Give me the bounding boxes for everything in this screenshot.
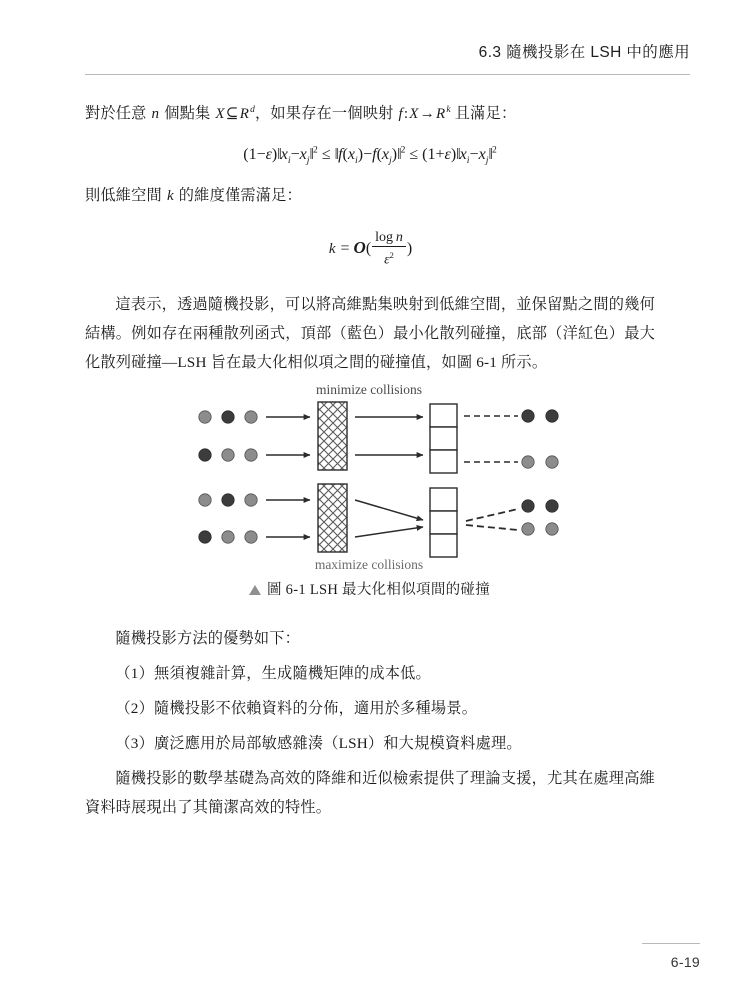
- running-head: 6.3 隨機投影在 LSH 中的應用: [478, 44, 690, 61]
- output-dots-top-2: [522, 456, 558, 468]
- dot-gray: [199, 411, 211, 423]
- para2-post: 的維度僅需滿足：: [174, 186, 302, 204]
- symbol-k: k: [446, 105, 451, 115]
- dot-dark: [222, 494, 234, 506]
- dot-gray: [245, 449, 257, 461]
- symbol-k-dim: k: [166, 187, 174, 204]
- eq2-lhs: k: [328, 241, 336, 258]
- bucket-cell: [430, 511, 457, 534]
- para1-after: ，如果存在一個映射: [255, 105, 398, 123]
- dot-gray: [245, 411, 257, 423]
- symbol-colon: :: [403, 105, 409, 123]
- bucket-cell: [430, 450, 457, 473]
- eq2-denominator: $\varepsilon^2$: [384, 250, 394, 268]
- dot-dark: [522, 500, 534, 512]
- paragraph-advantages-lead: 隨機投影方法的優勢如下：: [115, 630, 301, 647]
- bucket-cell: [430, 404, 457, 427]
- dot-gray: [199, 494, 211, 506]
- eq2-equals: =: [340, 240, 350, 258]
- para1-tail: 且滿足：: [450, 105, 517, 123]
- symbol-n: n: [151, 106, 160, 123]
- dot-gray: [522, 456, 534, 468]
- dot-gray: [546, 456, 558, 468]
- dot-gray: [245, 494, 257, 506]
- paragraph-definition: [85, 96, 655, 129]
- page-number: 6-19: [670, 954, 700, 970]
- dot-gray: [222, 449, 234, 461]
- arrow-row-4-out: [355, 527, 423, 537]
- dot-dark: [522, 410, 534, 422]
- equation-dimension-bound: [85, 231, 655, 269]
- equation-dimension-bound-text: k = O( $\frac{\text{log n}}{\varepsilon^2}$ ): [328, 229, 413, 268]
- dot-dark: [546, 500, 558, 512]
- input-dots-row-2: [199, 449, 257, 461]
- bucket-cell: [430, 427, 457, 450]
- dot-gray: [222, 531, 234, 543]
- output-dots-bottom-2: [522, 523, 558, 535]
- para2-pre: 則低維空間: [85, 186, 166, 204]
- input-dots-row-1: [199, 411, 257, 423]
- eq2-bigo: O: [353, 238, 366, 258]
- figure-caption: [0, 578, 739, 599]
- hash-function-block-top: [318, 402, 347, 470]
- symbol-d: d: [250, 105, 255, 115]
- symbol-X: X: [215, 106, 225, 123]
- page-content: [85, 96, 655, 383]
- list-item-3: （3）廣泛應用於局部敏感雜湊（LSH）和大規模資料處理。: [115, 735, 522, 752]
- dashed-link-bottom-1: [466, 509, 518, 521]
- paragraph-explanation: 這表示，透過隨機投影，可以將高維點集映射到低維空間，並保留點之間的幾何結構。例如存在兩種散列函式，頂部（藍色）最小化散列碰撞，底部（洋紅色）最大化散列碰撞—LSH 旨在最大化相似項之間的碰撞值，如圖 6-1 所示。: [85, 296, 655, 372]
- figure-svg: [0, 378, 739, 603]
- triangle-marker-icon: [249, 585, 261, 595]
- bucket-column-bottom: [430, 488, 457, 557]
- equation-jl-lemma-text: $(1-\varepsilon)‖x_i-x_j‖^2$ ≤ $‖f(x_i)-f(x_j)‖^2$ ≤ $(1+\varepsilon)‖x_i-x_j‖^2$: [243, 145, 497, 167]
- dot-dark: [222, 411, 234, 423]
- figure-caption-text: 圖 6-1 LSH 最大化相似項間的碰撞: [266, 582, 491, 598]
- paragraph-dimension: [85, 181, 655, 211]
- symbol-R2: R: [436, 106, 446, 123]
- dot-dark: [546, 410, 558, 422]
- equation-jl-lemma: [85, 145, 655, 167]
- bucket-cell: [430, 488, 457, 511]
- output-dots-bottom-1: [522, 500, 558, 512]
- page-content-lower: [85, 624, 655, 828]
- figure-lsh-collisions: [0, 378, 739, 603]
- paragraph-conclusion: 隨機投影的數學基礎為高效的降維和近似檢索提供了理論支援，尤其在處理高維資料時展現出了其簡潔高效的特性。: [85, 770, 655, 816]
- output-dots-top-1: [522, 410, 558, 422]
- eq2-numerator: log n: [372, 230, 406, 247]
- dot-dark: [199, 531, 211, 543]
- bucket-column-top: [430, 404, 457, 473]
- input-dots-row-4: [199, 531, 257, 543]
- symbol-X2: X: [409, 106, 419, 123]
- symbol-subset: ⊆: [225, 105, 239, 123]
- dot-gray: [522, 523, 534, 535]
- bucket-cell: [430, 534, 457, 557]
- eq2-fraction: [372, 230, 406, 268]
- figure-label-maximize: maximize collisions: [314, 557, 424, 572]
- dot-gray: [245, 531, 257, 543]
- hash-function-block-bottom: [318, 484, 347, 552]
- list-item-2: （2）隨機投影不依賴資料的分佈，適用於多種場景。: [115, 700, 478, 717]
- para1-pre: 對於任意: [85, 105, 151, 123]
- list-item-1: （1）無須複雜計算，生成隨機矩陣的成本低。: [115, 665, 431, 682]
- header-rule: [85, 74, 690, 75]
- arrow-row-3-out: [355, 500, 423, 520]
- dot-gray: [546, 523, 558, 535]
- symbol-arrow: →: [419, 105, 436, 123]
- para1-mid: 個點集: [160, 105, 215, 123]
- symbol-R: R: [239, 106, 250, 123]
- dot-dark: [199, 449, 211, 461]
- input-dots-row-3: [199, 494, 257, 506]
- footer-rule: [642, 943, 700, 944]
- dashed-link-bottom-2: [466, 525, 518, 530]
- figure-label-minimize: minimize collisions: [315, 382, 423, 397]
- symbol-f: f: [398, 106, 403, 123]
